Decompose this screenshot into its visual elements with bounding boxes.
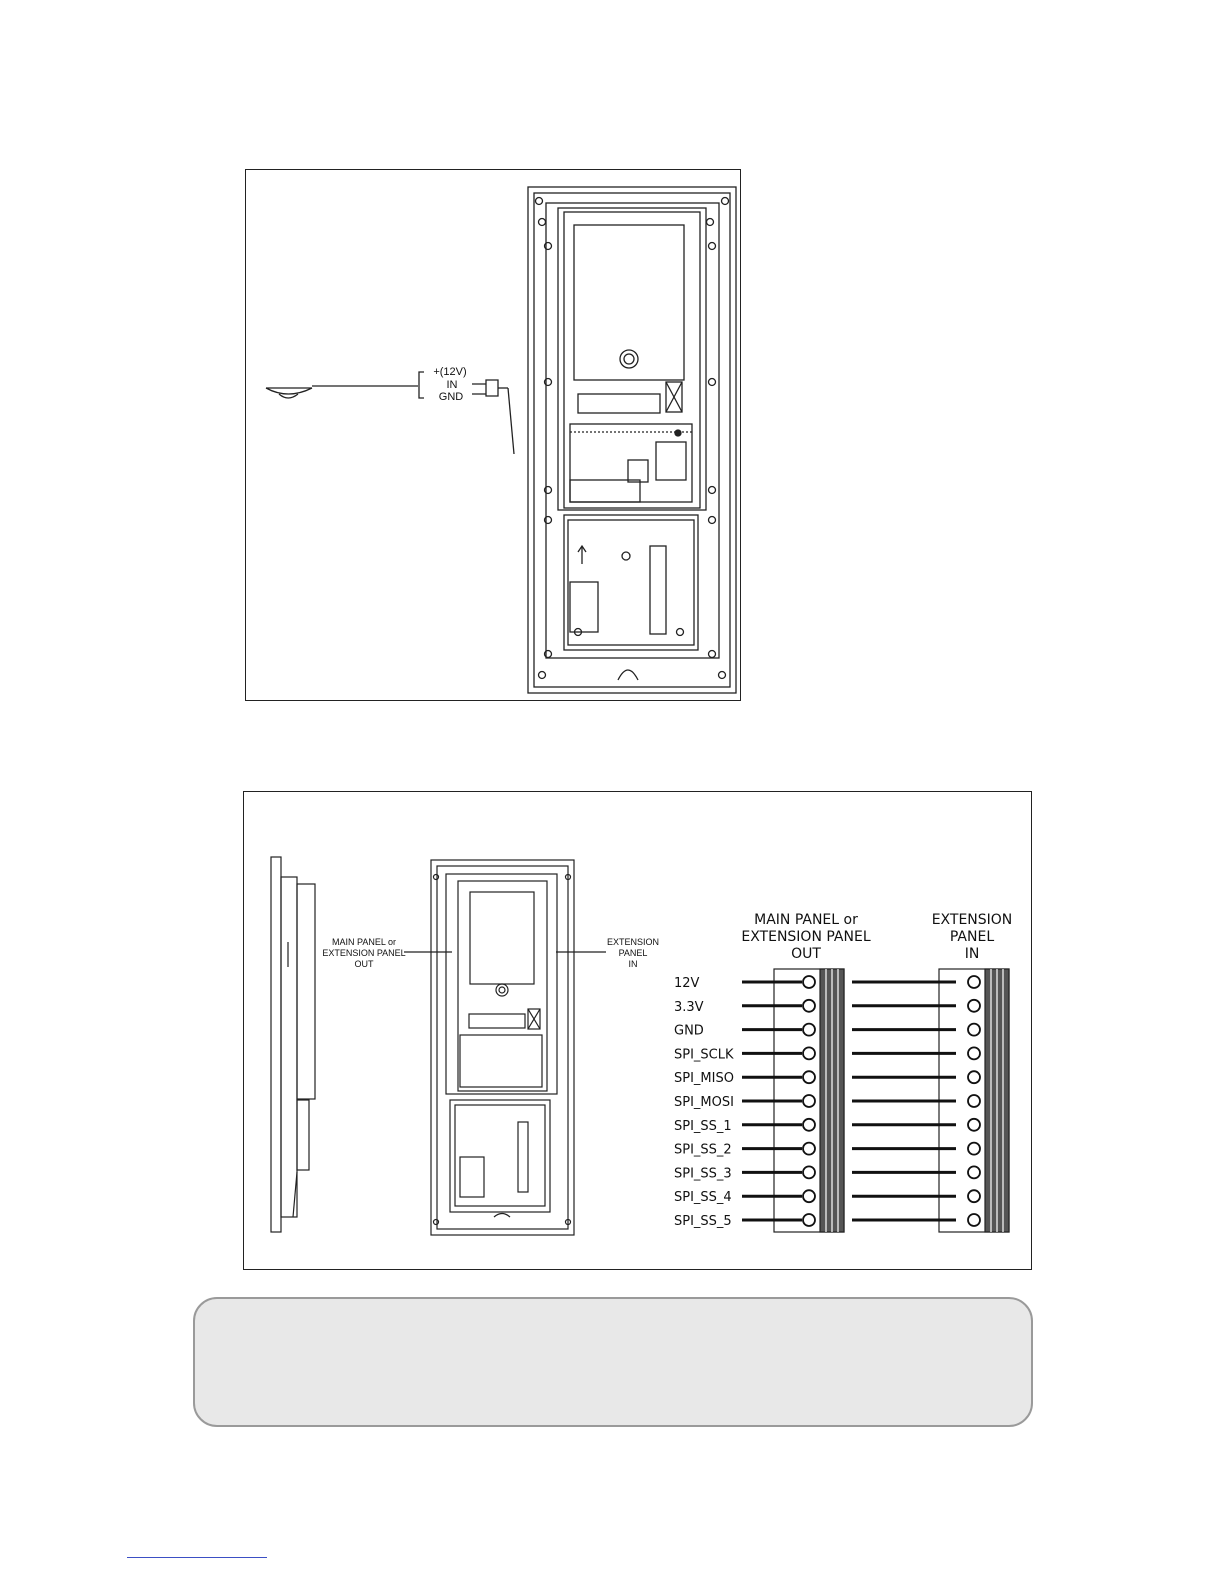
sensor-icon [266, 388, 312, 398]
in-callout-label-line2: PANEL [618, 948, 648, 958]
out-pin-terminal [803, 1214, 815, 1226]
in-header-line2: PANEL [949, 929, 995, 945]
sensor-wiring-diagram [246, 170, 740, 700]
in-pin-terminal [968, 1047, 980, 1059]
in-pin-terminal [968, 1166, 980, 1178]
pin-label: SPI_SS_1 [674, 1118, 732, 1134]
in-pin-terminal [968, 1143, 980, 1155]
note-box [193, 1297, 1033, 1427]
in-pin-terminal [968, 1214, 980, 1226]
in-header-line1: EXTENSION [931, 912, 1013, 928]
panel-front-view [431, 860, 574, 1235]
sensor-wiring-figure [245, 169, 741, 701]
in-pin-terminal [968, 1119, 980, 1131]
in-header-line3: IN [964, 946, 980, 962]
out-callout-label-line2: EXTENSION PANEL [322, 948, 406, 958]
in-pin-terminal [968, 1071, 980, 1083]
out-pin-terminal [803, 1047, 815, 1059]
terminal-label-gnd: GND [438, 391, 464, 403]
pin-label: SPI_SS_5 [674, 1214, 732, 1229]
pin-label: SPI_SCLK [674, 1047, 734, 1063]
in-pin-terminal [968, 976, 980, 988]
terminal-bracket [419, 372, 424, 398]
pin-label: SPI_MOSI [674, 1095, 734, 1110]
out-pin-terminal [803, 1071, 815, 1083]
in-pin-terminal [968, 1095, 980, 1107]
extension-wiring-diagram [244, 792, 1031, 1269]
out-pin-terminal [803, 1119, 815, 1131]
out-callout-label-line3: OUT [354, 959, 374, 969]
out-pin-terminal [803, 1166, 815, 1178]
terminal-connector [472, 380, 514, 454]
pin-label: SPI_SS_4 [674, 1190, 732, 1206]
out-pin-terminal [803, 1190, 815, 1202]
pin-label: GND [674, 1023, 704, 1039]
pin-label: SPI_SS_2 [674, 1142, 732, 1158]
panel-side-view [271, 857, 315, 1232]
in-callout-label-line3: IN [628, 959, 638, 969]
pin-label: SPI_SS_3 [674, 1166, 732, 1182]
main-panel-drawing [528, 187, 736, 693]
out-header-line3: OUT [791, 946, 821, 962]
terminal-label-12v: +(12V) [433, 366, 467, 378]
out-pin-terminal [803, 976, 815, 988]
footer-rule [127, 1557, 267, 1558]
pin-label: 12V [674, 976, 700, 991]
out-pin-terminal [803, 1000, 815, 1012]
in-callout-label-line1: EXTENSION [606, 937, 660, 947]
out-pin-terminal [803, 1095, 815, 1107]
out-pin-terminal [803, 1143, 815, 1155]
extension-wiring-figure [243, 791, 1032, 1270]
out-header-line2: EXTENSION PANEL [741, 929, 871, 945]
pin-label: SPI_MISO [674, 1071, 734, 1087]
out-header-line1: MAIN PANEL or [754, 912, 858, 928]
in-pin-terminal [968, 1024, 980, 1036]
in-pin-terminal [968, 1190, 980, 1202]
terminal-label-in: IN [446, 379, 458, 391]
in-pin-terminal [968, 1000, 980, 1012]
out-pin-terminal [803, 1024, 815, 1036]
pin-label: 3.3V [674, 999, 704, 1015]
out-callout-label-line1: MAIN PANEL or [331, 937, 397, 947]
